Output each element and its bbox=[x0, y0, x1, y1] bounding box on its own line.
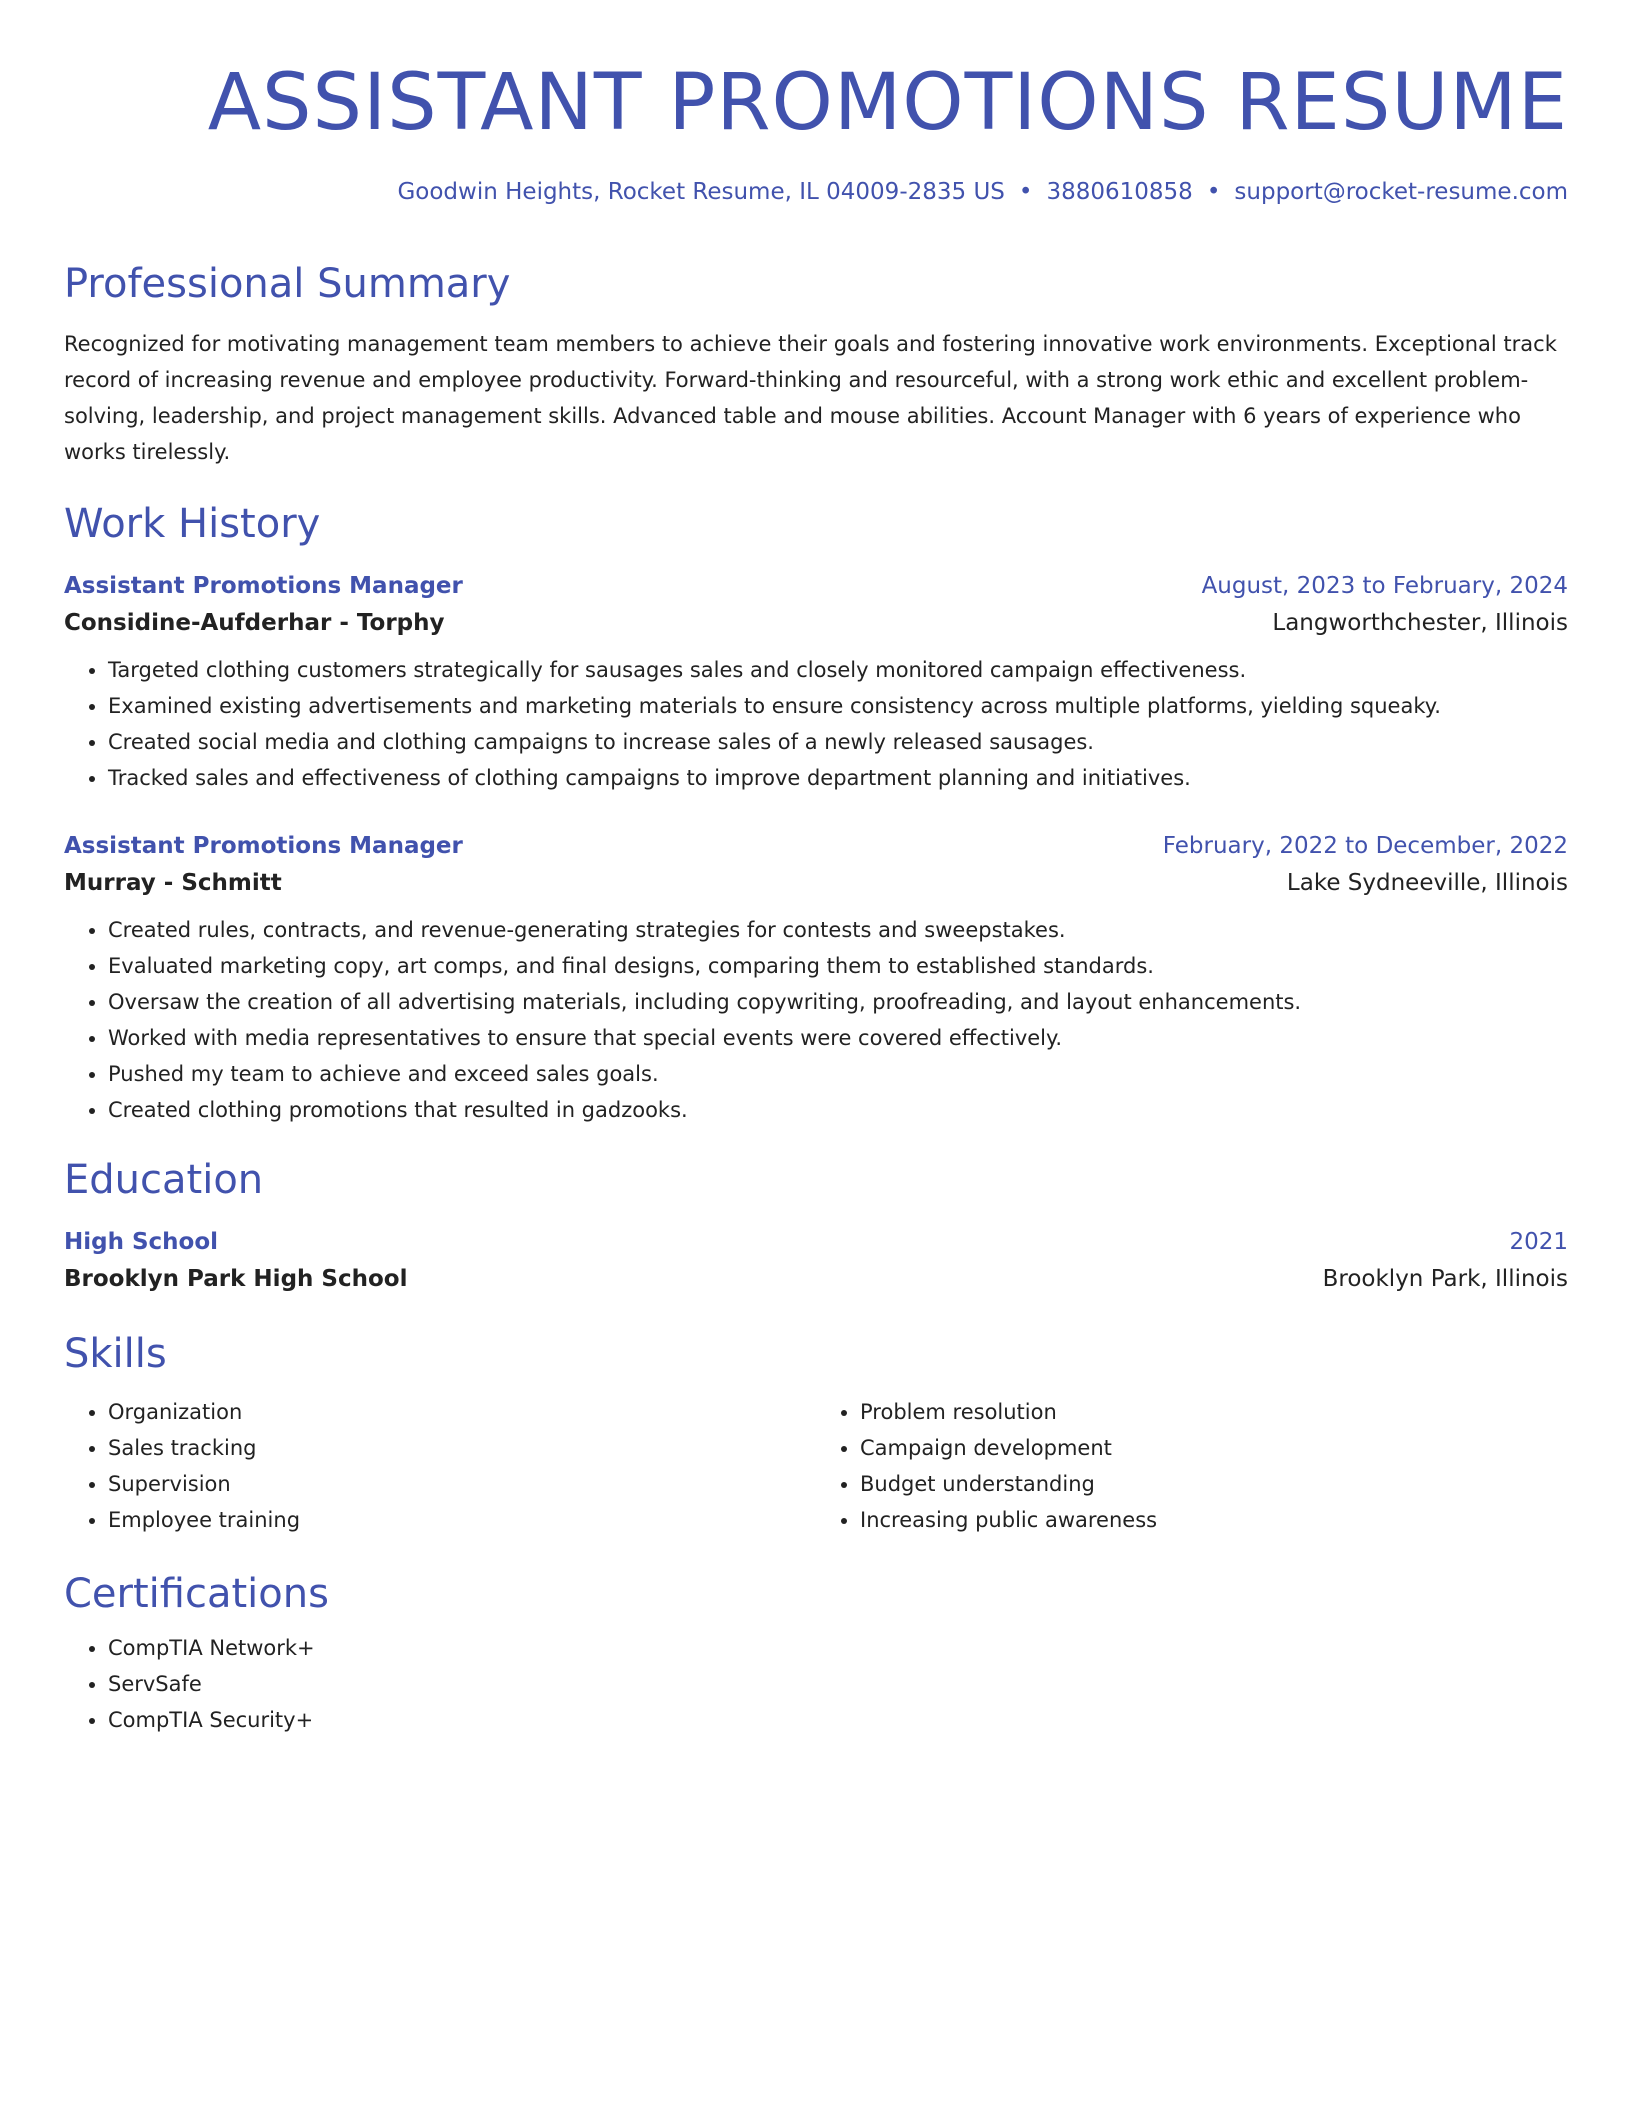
education-heading: Education bbox=[64, 1157, 264, 1203]
job-bullets bbox=[64, 912, 1568, 1128]
job-entry bbox=[64, 828, 1568, 1128]
skills-column-right bbox=[816, 1394, 1568, 1538]
skill-item: • Employee training bbox=[108, 1502, 816, 1538]
skill-item: • Budget understanding bbox=[860, 1466, 1568, 1502]
job-bullet: • Worked with media representatives to ensure that special events were covered effectively. bbox=[108, 1020, 1568, 1056]
job-bullet: • Created clothing promotions that resulted in gadzooks. bbox=[108, 1092, 1568, 1128]
job-bullet: • Evaluated marketing copy, art comps, and final designs, comparing them to established standards. bbox=[108, 948, 1568, 984]
education-location: Brooklyn Park, Illinois bbox=[1322, 1266, 1568, 1292]
resume-title: ASSISTANT PROMOTIONS RESUME bbox=[207, 58, 1568, 148]
job-company: Considine-Aufderhar - Torphy bbox=[64, 610, 445, 636]
job-entry bbox=[64, 568, 1568, 796]
certification-item: • CompTIA Security+ bbox=[108, 1702, 1568, 1738]
job-bullet: • Created social media and clothing campaigns to increase sales of a newly released sausages. bbox=[108, 724, 1568, 760]
summary-text: Recognized for motivating management team members to achieve their goals and fostering innovative work environments. Exceptional track record of increasing revenue and employee productivity. Forward-thinking and resourceful, with a strong work ethic and excellent problem-solving, leadership, and project management skills. Advanced table and mouse abilities. Account Manager with 6 years of experience who works tirelessly. bbox=[64, 332, 1557, 464]
job-bullet: • Pushed my team to achieve and exceed sales goals. bbox=[108, 1056, 1568, 1092]
job-bullet: • Created rules, contracts, and revenue-generating strategies for contests and sweepstakes. bbox=[108, 912, 1568, 948]
job-location: Langworthchester, Illinois bbox=[1272, 610, 1568, 636]
job-title: Assistant Promotions Manager bbox=[64, 833, 463, 859]
education-school: Brooklyn Park High School bbox=[64, 1266, 408, 1292]
skill-item: • Problem resolution bbox=[860, 1394, 1568, 1430]
certification-item: • CompTIA Network+ bbox=[108, 1630, 1568, 1666]
certification-item: • ServSafe bbox=[108, 1666, 1568, 1702]
job-location: Lake Sydneeville, Illinois bbox=[1286, 870, 1568, 896]
skill-item: • Increasing public awareness bbox=[860, 1502, 1568, 1538]
contact-separator: • bbox=[1018, 179, 1033, 205]
certifications-list bbox=[64, 1630, 1568, 1738]
contact-separator: • bbox=[1206, 179, 1221, 205]
skills-column-left bbox=[64, 1394, 816, 1538]
education-entry bbox=[64, 1224, 1568, 1298]
skill-item: • Supervision bbox=[108, 1466, 816, 1502]
job-bullet: • Examined existing advertisements and marketing materials to ensure consistency across multiple platforms, yielding squeaky. bbox=[108, 688, 1568, 724]
skill-item: • Campaign development bbox=[860, 1430, 1568, 1466]
job-title: Assistant Promotions Manager bbox=[64, 573, 463, 599]
contact-phone: 3880610858 bbox=[1046, 179, 1193, 205]
job-dates: August, 2023 to February, 2024 bbox=[1201, 573, 1568, 599]
job-bullet: • Oversaw the creation of all advertising materials, including copywriting, proofreading, and layout enhancements. bbox=[108, 984, 1568, 1020]
skill-item: • Organization bbox=[108, 1394, 816, 1430]
summary-heading: Professional Summary bbox=[64, 261, 511, 307]
job-bullets bbox=[64, 652, 1568, 796]
contact-email[interactable]: support@rocket-resume.com bbox=[1234, 179, 1568, 205]
education-year: 2021 bbox=[1509, 1229, 1568, 1255]
contact-info bbox=[64, 176, 1568, 208]
job-bullet: • Targeted clothing customers strategically for sausages sales and closely monitored campaign effectiveness. bbox=[108, 652, 1568, 688]
job-company: Murray - Schmitt bbox=[64, 870, 282, 896]
contact-address: Goodwin Heights, Rocket Resume, IL 04009-2835 US bbox=[397, 179, 1005, 205]
certifications-heading: Certifications bbox=[64, 1571, 329, 1617]
skill-item: • Sales tracking bbox=[108, 1430, 816, 1466]
job-bullet: • Tracked sales and effectiveness of clothing campaigns to improve department planning and initiatives. bbox=[108, 760, 1568, 796]
education-degree: High School bbox=[64, 1229, 219, 1255]
work-history-heading: Work History bbox=[64, 501, 321, 547]
skills-list bbox=[64, 1394, 1568, 1538]
skills-heading: Skills bbox=[64, 1331, 167, 1377]
job-dates: February, 2022 to December, 2022 bbox=[1162, 833, 1568, 859]
